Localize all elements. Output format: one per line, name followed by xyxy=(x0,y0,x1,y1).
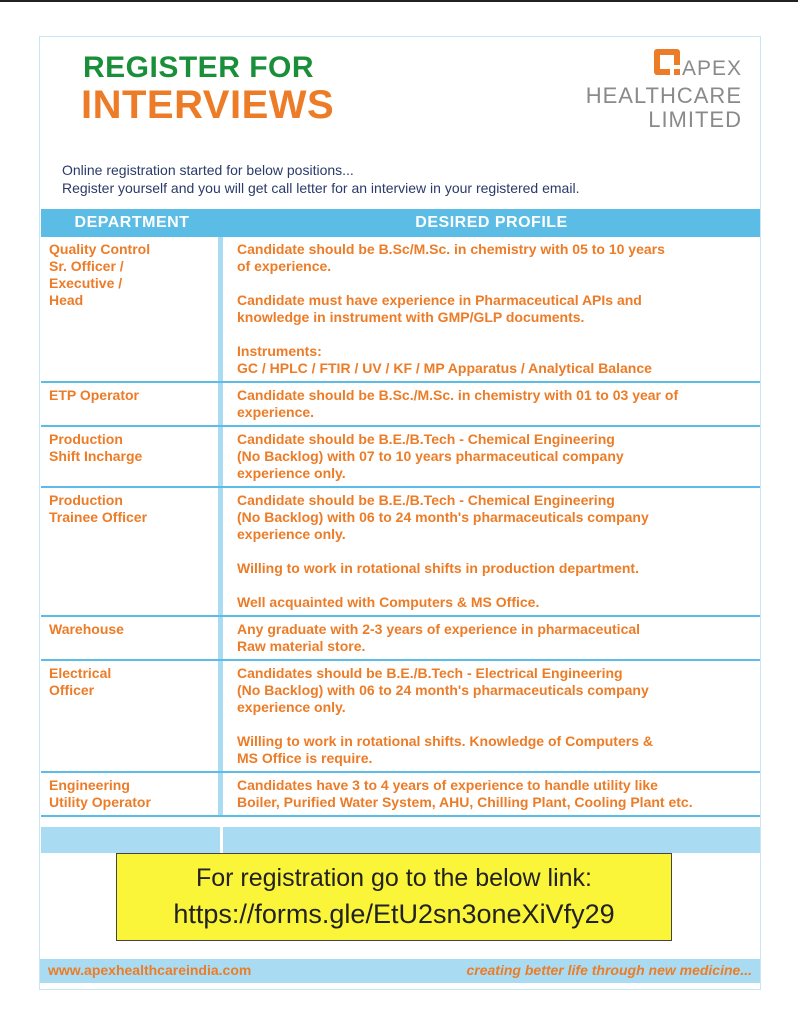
department-cell: ETP Operator xyxy=(41,383,223,425)
department-cell: Quality Control Sr. Officer / Executive / Head xyxy=(41,237,223,381)
profile-paragraph: Any graduate with 2-3 years of experience in pharmaceutical Raw material store. xyxy=(237,621,641,654)
intro-line-1: Online registration started for below positions... xyxy=(62,162,354,178)
profile-cell xyxy=(223,237,760,381)
logo-word-limited: LIMITED xyxy=(648,107,742,132)
department-cell: Electrical Officer xyxy=(41,661,223,771)
intro-line-2: Register yourself and you will get call letter for an interview in your registered email. xyxy=(62,180,580,196)
table-header xyxy=(41,209,760,237)
registration-instruction: For registration go to the below link: xyxy=(195,864,593,892)
footer-bar xyxy=(40,959,760,983)
profile-paragraph: Candidate should be B.Sc/M.Sc. in chemistry with 05 to 10 years of experience. xyxy=(237,241,665,274)
positions-table xyxy=(41,209,760,853)
department-cell: Production Shift Incharge xyxy=(41,427,223,486)
table-footer-band xyxy=(41,827,760,853)
company-logo xyxy=(582,45,742,135)
tagline: creating better life through new medicine... xyxy=(466,962,752,978)
table-row xyxy=(41,383,760,427)
website-link[interactable]: www.apexhealthcareindia.com xyxy=(48,962,252,978)
profile-cell xyxy=(223,661,760,771)
profile-cell xyxy=(223,617,760,659)
headline-register-for: REGISTER FOR xyxy=(83,51,315,84)
profile-paragraph: Candidates should be B.E./B.Tech - Electrical Engineering (No Backlog) with 06 to 24 month's pharmaceuticals company experience only. xyxy=(237,665,649,715)
profile-paragraph: Well acquainted with Computers & MS Office. xyxy=(237,594,540,610)
table-row xyxy=(41,237,760,383)
table-row xyxy=(41,427,760,488)
header-department: DEPARTMENT xyxy=(74,214,190,231)
table-row xyxy=(41,617,760,661)
profile-paragraph: Candidates have 3 to 4 years of experience to handle utility like Boiler, Purified Water System, AHU, Chilling Plant, Cooling Plant etc. xyxy=(237,777,693,810)
header-desired-profile: DESIRED PROFILE xyxy=(415,214,568,231)
profile-cell xyxy=(223,383,760,425)
profile-cell xyxy=(223,488,760,615)
department-cell: Warehouse xyxy=(41,617,223,659)
logo-word-healthcare: HEALTHCARE xyxy=(585,83,742,108)
profile-paragraph: Candidate should be B.Sc./M.Sc. in chemistry with 01 to 03 year of experience. xyxy=(237,387,679,420)
profile-cell xyxy=(223,427,760,486)
recruitment-poster xyxy=(39,36,761,990)
registration-link[interactable]: https://forms.gle/EtU2sn3oneXiVfy29 xyxy=(173,899,615,929)
profile-paragraph: Candidate must have experience in Pharmaceutical APIs and knowledge in instrument with GMP/GLP documents. xyxy=(237,292,642,325)
logo-dot-icon xyxy=(674,69,680,75)
table-row xyxy=(41,488,760,617)
top-border-line xyxy=(0,0,798,2)
table-row xyxy=(41,661,760,773)
profile-paragraph: Willing to work in rotational shifts in production department. xyxy=(237,560,639,576)
table-row xyxy=(41,773,760,817)
headline-interviews: INTERVIEWS xyxy=(81,83,335,127)
registration-box xyxy=(116,853,672,941)
profile-cell xyxy=(223,773,760,815)
department-cell: Engineering Utility Operator xyxy=(41,773,223,815)
profile-paragraph: Candidate should be B.E./B.Tech - Chemical Engineering (No Backlog) with 07 to 10 years pharmaceutical company experience only. xyxy=(237,431,624,481)
profile-paragraph: Instruments: GC / HPLC / FTIR / UV / KF / MP Apparatus / Analytical Balance xyxy=(237,343,652,376)
department-cell: Production Trainee Officer xyxy=(41,488,223,615)
profile-paragraph: Willing to work in rotational shifts. Knowledge of Computers & MS Office is require. xyxy=(237,733,653,766)
intro-text xyxy=(62,161,579,197)
logo-word-apex: APEX xyxy=(681,57,742,80)
profile-paragraph: Candidate should be B.E./B.Tech - Chemical Engineering (No Backlog) with 06 to 24 month's pharmaceuticals company experience only. xyxy=(237,492,649,542)
